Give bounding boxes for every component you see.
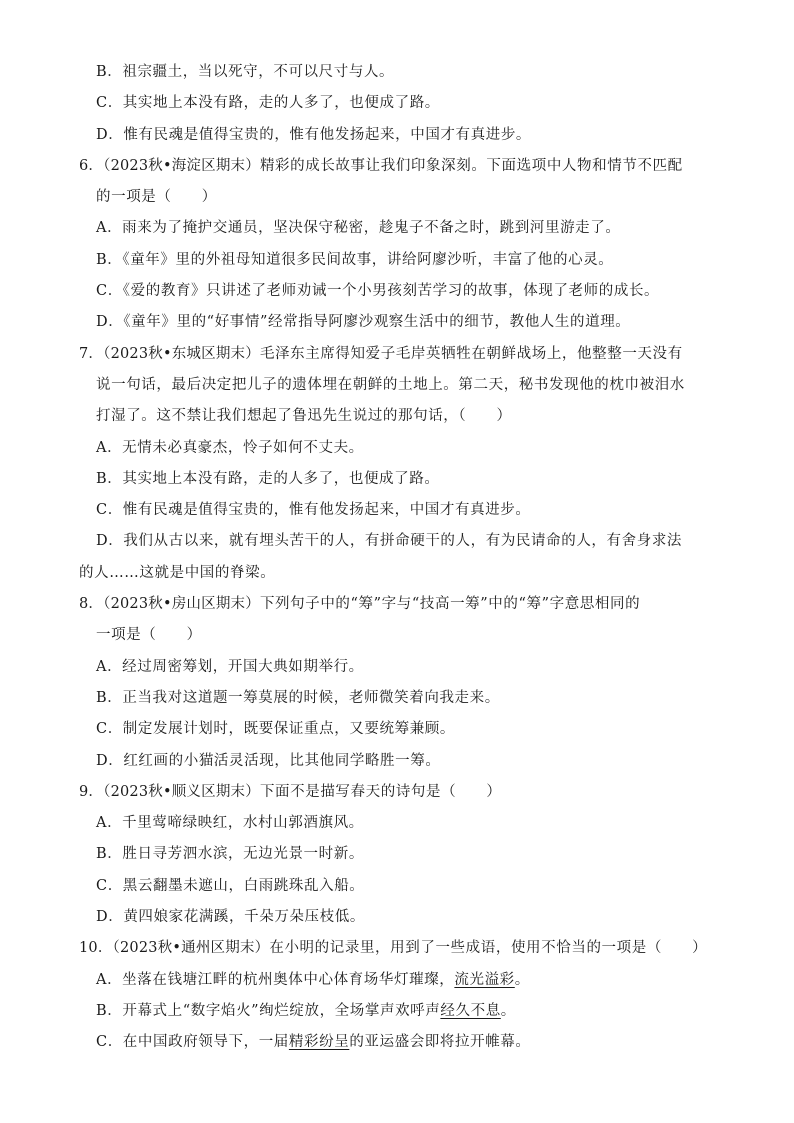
question-source: 10．（2023秋•通州区期末） xyxy=(79,940,270,957)
question-line xyxy=(0,151,794,182)
text-segment: B．正当我对这道题一筹莫展的时候，老师微笑着向我走来。 xyxy=(96,689,500,706)
text-segment: D．红红画的小猫活灵活现，比其他同学略胜一筹。 xyxy=(96,752,441,769)
text-segment: B．开幕式上“数字焰火”绚烂绽放，全场掌声欢呼声 xyxy=(96,1002,441,1019)
text-segment: B．胜日寻芳泗水滨，无边光景一时新。 xyxy=(96,846,364,863)
text-segment: 的人……这就是中国的脊梁。 xyxy=(79,564,276,581)
question-line xyxy=(0,401,794,432)
option-line xyxy=(0,1027,794,1058)
text-segment: A．坐落在钱塘江畔的杭州奥体中心体育场华灯璀璨， xyxy=(96,971,455,988)
text-segment: 说一句话，最后决定把儿子的遗体埋在朝鲜的土地上。第二天，秘书发现他的枕巾被泪水 xyxy=(96,376,685,393)
text-segment: D．我们从古以来，就有埋头苦干的人，有拼命硬干的人，有为民请命的人，有舍身求法 xyxy=(96,533,683,550)
option-line xyxy=(0,88,794,119)
text-segment: C．其实地上本没有路，走的人多了，也便成了路。 xyxy=(96,95,440,112)
option-line xyxy=(0,245,794,276)
text-segment: B．祖宗疆土，当以死守，不可以尺寸与人。 xyxy=(96,64,395,80)
option-line xyxy=(0,57,794,88)
text-segment: D．《童年》里的“好事情”经常指导阿廖沙观察生活中的细节，教他人生的道理。 xyxy=(96,314,631,331)
exam-page xyxy=(0,57,794,1059)
text-segment: A．千里莺啼绿映红，水村山郭酒旗风。 xyxy=(96,815,364,832)
question-line xyxy=(0,777,794,808)
option-line xyxy=(0,996,794,1027)
underlined-idiom: 精彩纷呈 xyxy=(288,1034,350,1051)
question-line xyxy=(0,620,794,651)
text-segment: 毛泽东主席得知爱子毛岸英牺牲在朝鲜战场上，他整整一天没有 xyxy=(259,345,683,362)
option-line xyxy=(0,871,794,902)
underlined-idiom: 流光溢彩 xyxy=(454,971,515,988)
option-line xyxy=(0,213,794,244)
option-line xyxy=(0,714,794,745)
text-segment: 。 xyxy=(514,971,530,988)
question-line xyxy=(0,933,794,964)
option-line xyxy=(0,464,794,495)
text-segment: C．惟有民魂是值得宝贵的，惟有他发扬起来，中国才有真进步。 xyxy=(96,502,531,519)
text-segment: 精彩的成长故事让我们印象深刻。下面选项中人物和情节不匹配 xyxy=(259,157,683,174)
question-line xyxy=(0,339,794,370)
option-line xyxy=(0,433,794,464)
option-line xyxy=(0,965,794,996)
text-segment: C．《爱的教育》只讲述了老师劝诫一个小男孩刻苦学习的故事，体现了老师的成长。 xyxy=(96,283,660,300)
option-line xyxy=(0,902,794,933)
text-segment: 打湿了。这不禁让我们想起了鲁迅先生说过的那句话，（ ） xyxy=(96,408,512,425)
option-line xyxy=(0,307,794,338)
question-source: 9．（2023秋•顺义区期末） xyxy=(79,783,260,800)
question-source: 8．（2023秋•房山区期末） xyxy=(79,596,260,613)
option-line xyxy=(0,276,794,307)
option-line xyxy=(0,839,794,870)
text-segment: D．黄四娘家花满蹊，千朵万朵压枝低。 xyxy=(96,909,365,926)
option-line xyxy=(0,746,794,777)
text-segment: C．在中国政府领导下，一届 xyxy=(96,1034,289,1051)
question-line xyxy=(0,589,794,620)
option-line xyxy=(0,495,794,526)
option-line xyxy=(0,120,794,151)
text-segment: C．制定发展计划时，既要保证重点，又要统筹兼顾。 xyxy=(96,721,455,738)
text-segment: A．雨来为了掩护交通员，坚决保守秘密，趁鬼子不备之时，跳到河里游走了。 xyxy=(96,220,621,237)
text-segment: 的一项是（ ） xyxy=(96,189,217,206)
text-segment: A．经过周密筹划，开国大典如期举行。 xyxy=(96,658,364,675)
text-segment: 下列句子中的“筹”字与“技高一筹”中的“筹”字意思相同的 xyxy=(259,596,641,613)
text-segment: 。 xyxy=(500,1002,516,1019)
option-line xyxy=(0,652,794,683)
option-line xyxy=(0,558,794,589)
text-segment: D．惟有民魂是值得宝贵的，惟有他发扬起来，中国才有真进步。 xyxy=(96,126,532,143)
text-segment: C．黑云翻墨未遮山，白雨跳珠乱入船。 xyxy=(96,877,365,894)
option-line xyxy=(0,526,794,557)
underlined-idiom: 经久不息 xyxy=(440,1002,501,1019)
text-segment: B．其实地上本没有路，走的人多了，也便成了路。 xyxy=(96,470,440,487)
text-segment: 在小明的记录里，用到了一些成语，使用不恰当的一项是（ ） xyxy=(269,940,708,957)
text-segment: 下面不是描写春天的诗句是（ ） xyxy=(259,783,502,800)
question-line xyxy=(0,370,794,401)
text-segment: 一项是（ ） xyxy=(96,627,202,644)
text-segment: B．《童年》里的外祖母知道很多民间故事，讲给阿廖沙听，丰富了他的心灵。 xyxy=(96,251,614,268)
text-segment: 的亚运盛会即将拉开帷幕。 xyxy=(349,1034,531,1051)
option-line xyxy=(0,808,794,839)
question-source: 7．（2023秋•东城区期末） xyxy=(79,345,260,362)
question-line xyxy=(0,182,794,213)
option-line xyxy=(0,683,794,714)
text-segment: A．无情未必真豪杰，怜子如何不丈夫。 xyxy=(96,439,364,456)
question-source: 6．（2023秋•海淀区期末） xyxy=(79,157,260,174)
